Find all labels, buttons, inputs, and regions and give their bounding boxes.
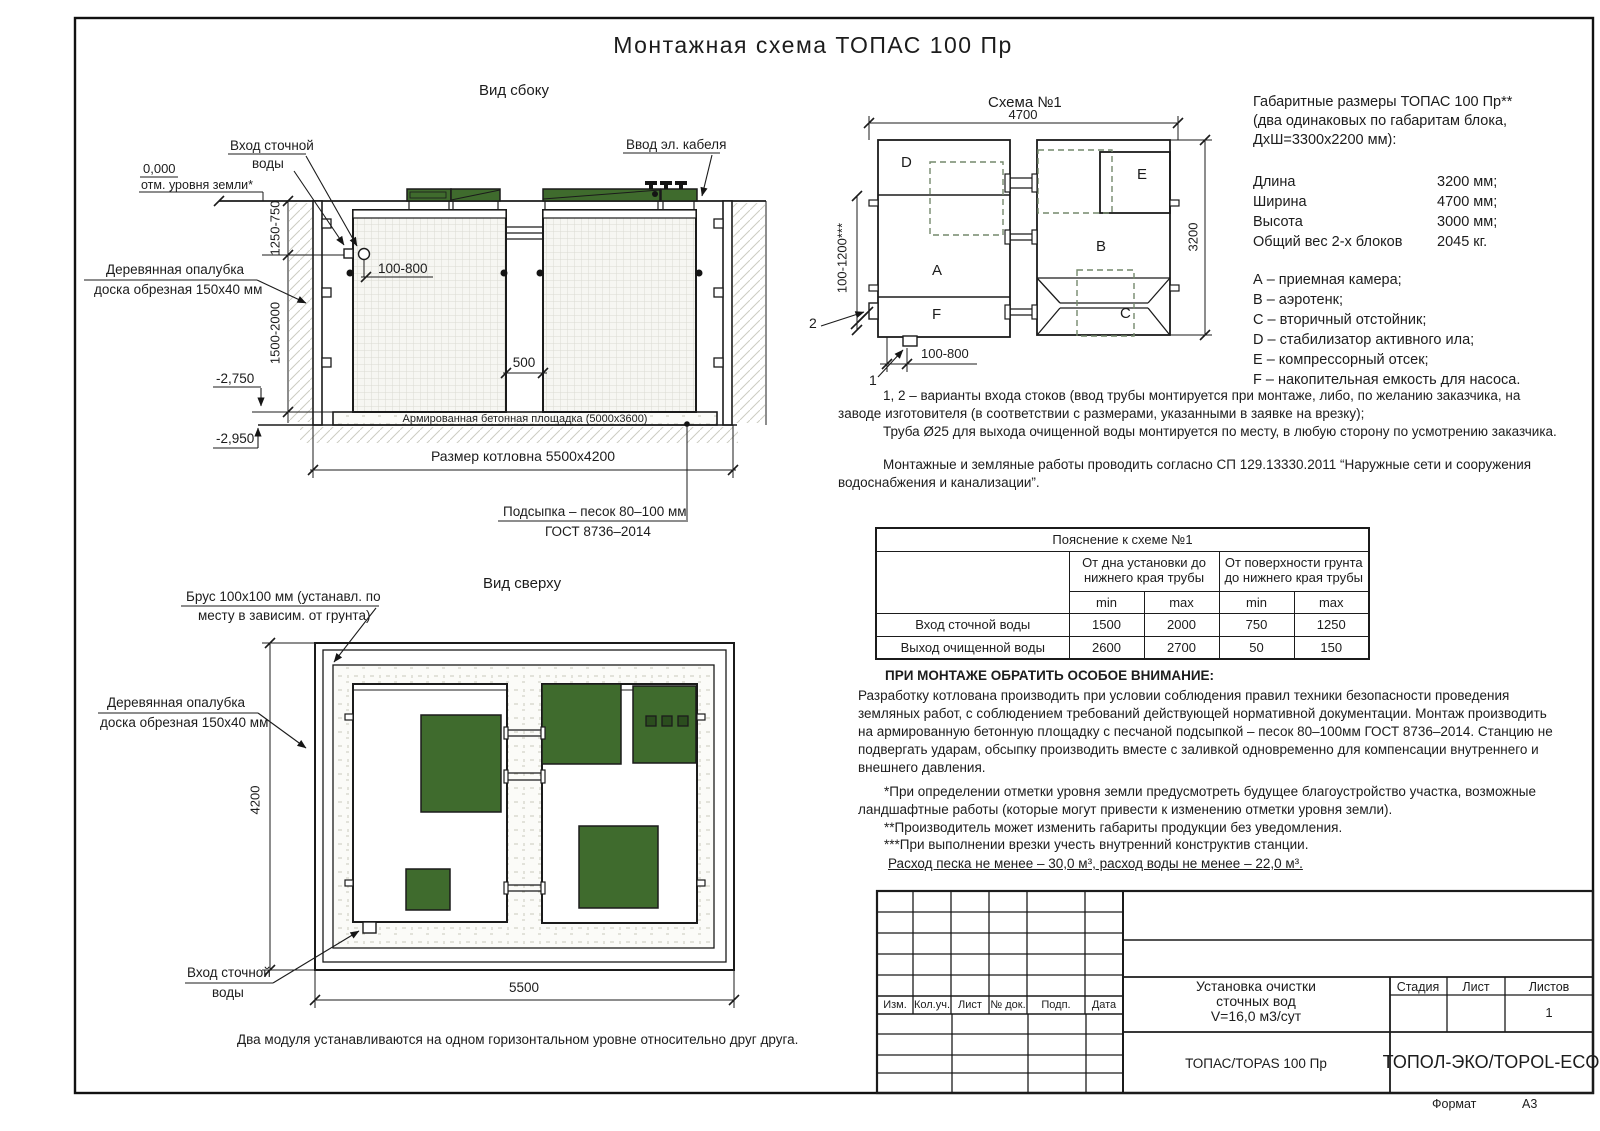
overall-title: Габаритные размеры ТОПАС 100 Пр** — [1253, 94, 1513, 110]
inlet-circle — [359, 249, 370, 260]
tb-col-podp: Подп. — [1041, 999, 1071, 1011]
inlet-square — [344, 249, 353, 258]
format-label: Формат — [1432, 1097, 1477, 1111]
schema-marker-2: 2 — [809, 315, 817, 331]
tb-product-line1: Установка очистки — [1195, 978, 1317, 994]
legend-item: D – стабилизатор активного ила; — [1253, 332, 1475, 348]
legend-item: В – аэротенк; — [1253, 292, 1343, 308]
legend-item: Е – компрессорный отсек; — [1253, 352, 1429, 368]
inlet-label-line1: Вход сточной — [230, 138, 314, 153]
tb-col-koluch: Кол.уч. — [913, 999, 951, 1011]
dim-row-value: 3000 мм; — [1437, 214, 1498, 230]
schema-block-b: B — [1096, 238, 1107, 255]
top-view-drawing — [98, 606, 739, 1008]
tb-col-izm: Изм. — [883, 999, 907, 1011]
schema-title: Схема №1 — [988, 94, 1062, 111]
page-title: Монтажная схема ТОПАС 100 Пр — [613, 32, 1013, 58]
formwork-label-top-line1: Деревянная опалубка — [107, 695, 246, 710]
tb-product-line3: V=16,0 м3/сут — [1210, 1008, 1302, 1024]
dim-row-label: Высота — [1253, 214, 1303, 230]
schema-block-left — [878, 140, 1010, 337]
legend-item: F – накопительная емкость для насоса. — [1253, 372, 1521, 388]
schema-block-f: F — [932, 306, 942, 323]
brus-label-line2: месту в зависим. от грунта) — [198, 608, 371, 623]
attention-note2: **Производитель может изменить габариты продукции без уведомления. — [884, 820, 1343, 835]
note-sp-standard: Монтажные и земляные работы проводить согласно СП 129.13330.2011 “Наружные сети и сооружения водоснабжения и канализации”. — [838, 457, 1532, 491]
dim-1250-750: 1250-750 — [267, 200, 283, 256]
attention-heading: ПРИ МОНТАЖЕ ОБРАТИТЬ ОСОБОЕ ВНИМАНИЕ: — [885, 668, 1215, 683]
tank-right — [543, 210, 696, 412]
dim-row-label: Ширина — [1253, 194, 1307, 210]
dim-1500-2000: 1500-2000 — [267, 301, 283, 365]
inlet-label-line2: воды — [252, 156, 284, 171]
table-cell: 2600 — [1069, 636, 1144, 659]
table-group1: От дна установки до нижнего края трубы — [1069, 551, 1219, 591]
schema-marker-1: 1 — [869, 372, 877, 388]
format-value: А3 — [1522, 1097, 1538, 1111]
dim-row-label: Длина — [1253, 174, 1296, 190]
inlet-stub-bottom — [903, 336, 917, 346]
table-corner-cell — [876, 551, 1069, 613]
top-inlet-label-line2: воды — [212, 985, 244, 1000]
schema-block-a: A — [932, 262, 943, 279]
table-min-header: min — [1069, 591, 1144, 613]
table-cell: 150 — [1294, 636, 1369, 659]
attention-paragraph: Разработку котлована производить при условии соблюдения правил техники безопасности проведения земляных работ, с соблюдением требований действующей нормативной документации. Монтаж производить на армированную бетонную площадку с песчаной подсыпкой – песок 80–100мм ГОСТ 8736–2014. Станцию не подвергать ударам, обсыпку производить вместе с заливкой одновременно для компенсации внутреннего и внешнего давления. — [858, 688, 1553, 776]
table-cell: 1250 — [1294, 613, 1369, 636]
note-outlet-pipe: Труба Ø25 для выхода очищенной воды монтируется по месту, в любую сторону по усмотрению заказчика. — [883, 424, 1557, 439]
dim-row-value: 4700 мм; — [1437, 194, 1498, 210]
pit-size-label: Размер котловна 5500х4200 — [430, 448, 616, 464]
dim-row-value: 2045 кг. — [1437, 234, 1488, 250]
table-cell: 1500 — [1069, 613, 1144, 636]
table-cell: 2000 — [1144, 613, 1219, 636]
dim-row-label: Общий вес 2-х блоков — [1253, 234, 1403, 250]
schema-dim-3200: 3200 — [1185, 222, 1201, 252]
slab-label: Армированная бетонная площадка (5000х3600) — [402, 413, 648, 425]
cable-entry-label: Ввод эл. кабеля — [626, 137, 727, 152]
tank-lids — [407, 181, 697, 210]
tb-model: ТОПАС/TOPAS 100 Пр — [1185, 1056, 1327, 1071]
table-row-name: Вход сточной воды — [876, 613, 1069, 636]
plan-schema-drawing — [821, 116, 1212, 377]
sand-label-line1: Подсыпка – песок 80–100 мм — [503, 504, 687, 519]
table-max-header: max — [1144, 591, 1219, 613]
top-view-title: Вид сверху — [483, 575, 562, 592]
side-view-title: Вид сбоку — [479, 82, 549, 99]
outlet-square — [363, 922, 376, 933]
table-group2: От поверхности грунта до нижнего края трубы — [1219, 551, 1369, 591]
level-minus-2750: -2,750 — [216, 371, 255, 386]
tb-col-ndok: № док. — [990, 999, 1026, 1011]
tb-col-data: Дата — [1091, 999, 1117, 1011]
schema-dim-4700: 4700 — [1008, 107, 1038, 122]
table-min-header: min — [1219, 591, 1294, 613]
formwork-label-top-line2: доска обрезная 150х40 мм — [100, 715, 269, 730]
formwork-label-line2: доска обрезная 150х40 мм — [94, 282, 263, 297]
dim-5500: 5500 — [508, 980, 540, 995]
zero-level-mark: 0,000 — [143, 161, 176, 176]
table-row-name: Выход очищенной воды — [876, 636, 1069, 659]
tb-sheets-value: 1 — [1545, 1005, 1553, 1020]
overall-subtitle1: (два одинаковых по габаритам блока, — [1253, 113, 1508, 129]
schema-block-d: D — [901, 154, 912, 171]
level-minus-2950: -2,950 — [216, 431, 255, 446]
dim-row-value: 3200 мм; — [1437, 174, 1498, 190]
legend-item: А – приемная камера; — [1253, 272, 1402, 288]
tank-left — [353, 210, 506, 412]
consumption-note: Расход песка не менее – 30,0 м³, расход воды не менее – 22,0 м³. — [888, 856, 1303, 871]
tb-sheet-label: Лист — [1462, 980, 1490, 994]
dim-4200: 4200 — [247, 785, 263, 815]
schema-dim-100-1200: 100-1200*** — [834, 222, 850, 294]
legend-item: С – вторичный отстойник; — [1253, 312, 1427, 328]
tb-company: ТОПОЛ-ЭКО/TOPOL-ECO — [1382, 1052, 1600, 1072]
table-cell: 750 — [1219, 613, 1294, 636]
attention-note3: ***При выполнении врезки учесть внутренний конструктив станции. — [884, 837, 1309, 852]
table-cell: 2700 — [1144, 636, 1219, 659]
tb-col-list: Лист — [958, 999, 982, 1011]
dim-500-gap: 500 — [512, 355, 536, 370]
formwork-board-left — [313, 201, 322, 425]
table-max-header: max — [1294, 591, 1369, 613]
top-inlet-label-line1: Вход сточной — [187, 965, 271, 980]
tb-stage-label: Стадия — [1396, 980, 1440, 994]
explanation-table — [875, 527, 1370, 660]
side-view-drawing — [84, 153, 766, 521]
formwork-board-right — [723, 201, 732, 425]
tb-sheets-label: Листов — [1528, 980, 1570, 994]
table-title: Пояснение к схеме №1 — [876, 528, 1369, 551]
schema-block-c: C — [1120, 305, 1131, 322]
inlet-stub-side — [869, 303, 878, 319]
attention-note1: *При определении отметки уровня земли предусмотреть будущее благоустройство участка, возможные ландшафтные работы (которые могут привести к изменению отметки уровня земли). — [858, 784, 1537, 818]
schema-block-e: E — [1137, 166, 1148, 183]
note-variants: 1, 2 – варианты входа стоков (ввод трубы монтируется при монтаже, либо, по желанию заказчика, на заводе изготовителя (в соответствии с размерами, указанными в заявке на врезку); — [838, 388, 1521, 422]
dim-100-800-side: 100-800 — [378, 261, 428, 276]
table-cell: 50 — [1219, 636, 1294, 659]
overall-subtitle2: ДхШ=3300х2200 мм): — [1253, 132, 1397, 148]
formwork-label-line1: Деревянная опалубка — [106, 262, 245, 277]
tb-product-line2: сточных вод — [1216, 993, 1296, 1009]
brus-label-line1: Брус 100х100 мм (устанавл. по — [186, 589, 381, 604]
modules-footnote: Два модуля устанавливаются на одном горизонтальном уровне относительно друг друга. — [237, 1032, 799, 1047]
ground-level-caption: отм. уровня земли* — [141, 178, 254, 192]
sand-label-line2: ГОСТ 8736–2014 — [545, 524, 651, 539]
schema-dim-100-800: 100-800 — [921, 346, 969, 361]
